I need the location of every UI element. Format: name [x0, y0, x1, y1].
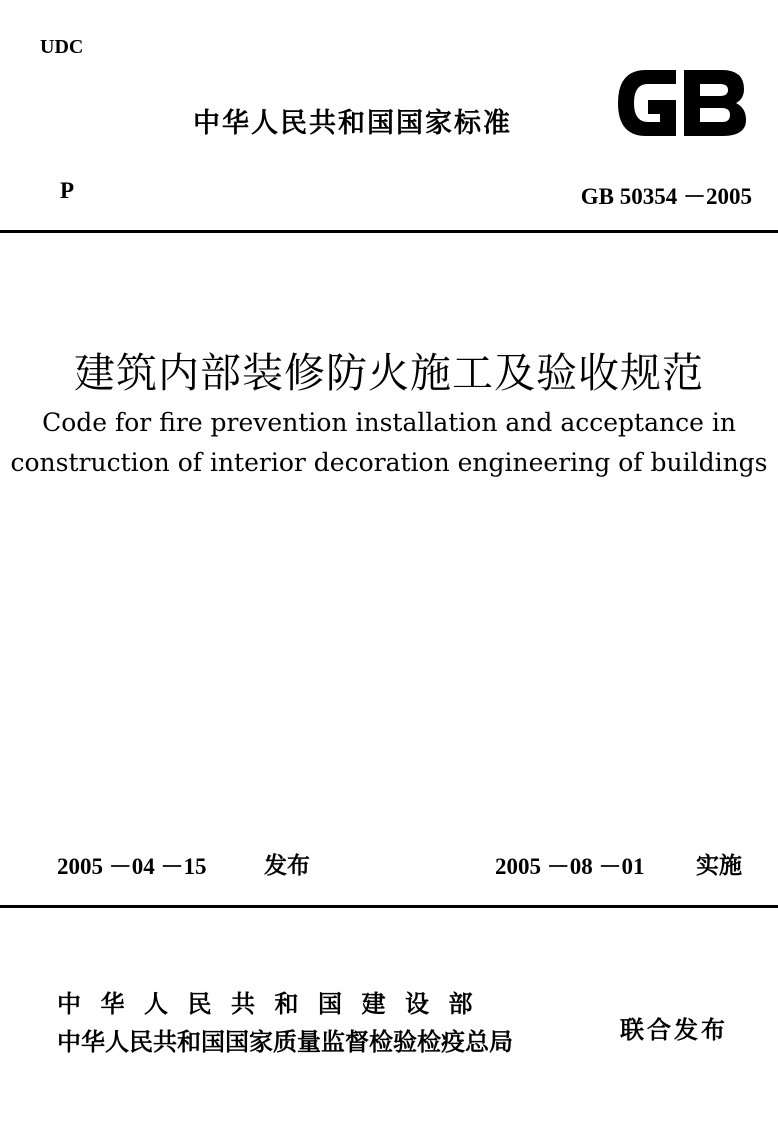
standard-type: 中华人民共和国国家标准	[193, 108, 512, 139]
category-code: P	[60, 178, 75, 203]
gb-logo	[610, 62, 752, 144]
bottom-divider	[0, 905, 778, 908]
issuer-ministry-construction: 中华人民共和国建设部	[57, 990, 492, 1018]
implementation-label: 实施	[696, 853, 742, 879]
issue-label: 发布	[264, 853, 310, 879]
title-english-line-1: Code for fire prevention installation and acceptance in	[42, 408, 736, 437]
title-chinese: 建筑内部装修防火施工及验收规范	[74, 349, 704, 397]
joint-issue-label: 联合发布	[620, 1016, 728, 1044]
standard-number: GB 50354 －2005	[580, 184, 752, 209]
top-divider	[0, 230, 778, 233]
issuer-aqsiq: 中华人民共和国国家质量监督检验检疫总局	[57, 1028, 513, 1056]
implementation-date: 2005 －08 －01	[495, 854, 645, 879]
title-english-line-2: construction of interior decoration engineering of buildings	[10, 448, 768, 477]
issue-date: 2005 －04 －15	[57, 854, 207, 879]
udc-label: UDC	[40, 36, 84, 58]
